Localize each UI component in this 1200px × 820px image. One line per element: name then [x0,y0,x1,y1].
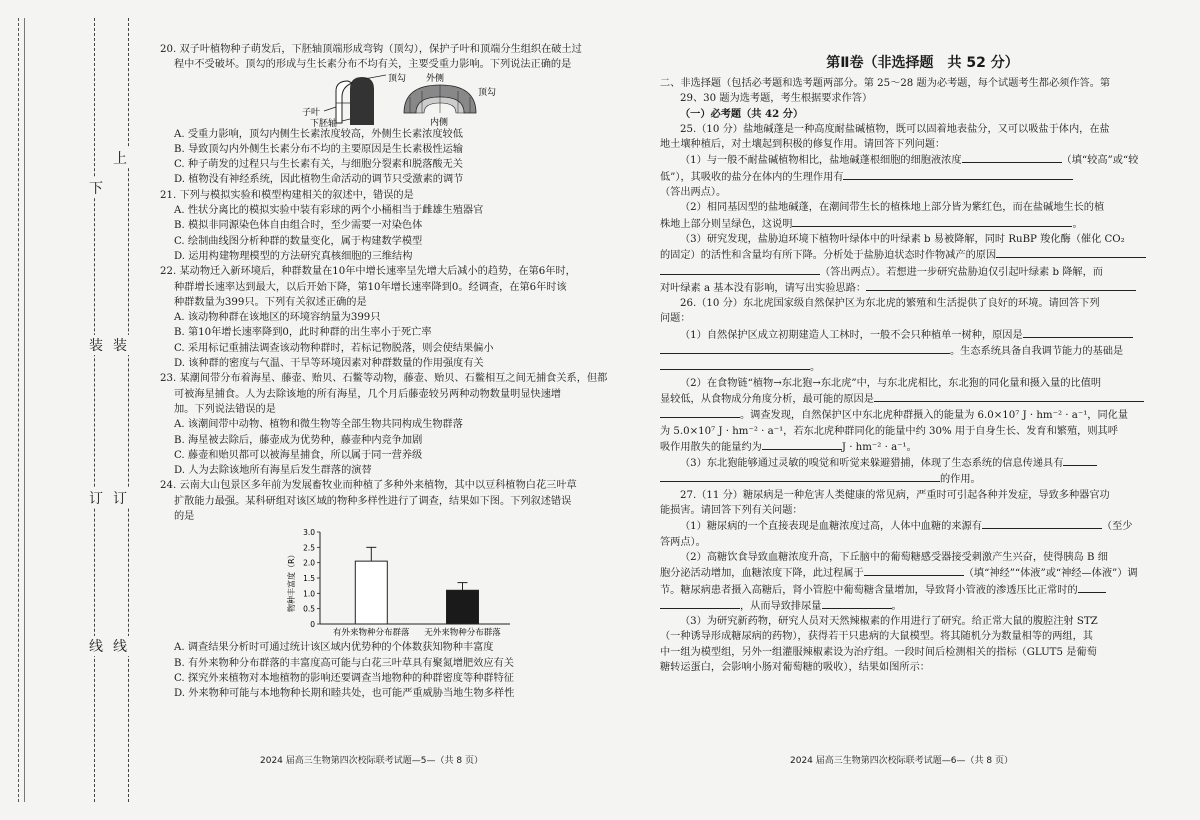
page-footer-left: 2024 届高三生物第四次校际联考试题—5—（共 8 页） [260,756,483,766]
binding-rule [24,18,25,802]
answer-blank[interactable] [864,565,964,576]
bars-group [355,548,478,625]
question-20 [160,42,630,188]
q20-stem: 程中不受破坏。顶勾的形成与生长素分布不均有关，主要受重力影响。下列说法正确的是 [174,59,572,71]
question-26 [660,296,1185,488]
bar [355,561,387,624]
richness-bar-chart [160,524,630,640]
right-page [660,52,1185,675]
q25-part3: 对叶绿素 a 基本没有影响，请写出实验思路： [660,280,1185,296]
answer-blank[interactable] [843,169,1073,180]
q26-stem: 问题： [660,313,691,325]
q20-option: A. 受重力影响，顶勾内侧生长素浓度较高，外侧生长素浓度较低 [174,128,463,140]
q24-stem: 扩散能力最强。某科研组对该区域的物种多样性进行了调查，结果如下图。下列叙述错误 [174,495,572,507]
y-tick-label: 1.5 [303,574,315,584]
q24-option: C. 探究外来植物对本地植物的影响还要调查当地物种的种群密度等种群特征 [174,672,514,684]
label-hook2: 顶勾 [478,87,497,98]
q20-option: D. 植物没有神经系统，因此植物生命活动的调节只受激素的调节 [174,174,464,186]
y-tick-label: 2.0 [303,558,315,568]
x-category-label: 无外来物种分布群落 [424,628,501,639]
q22-option: C. 采用标记重捕法调查该动物种群时，若标记物脱落，则会使结果偏小 [174,342,494,354]
q27-part2: 胞分泌活动增加，血糖浓度下降，此过程属于 （填“神经”“体液”或“神经—体液”）调 [660,565,1185,581]
q25-stem: 25.（10 分）盐地碱蓬是一种高度耐盐碱植物，既可以固着地表盐分，又可以吸盐于体内，在盐 [680,123,1110,135]
seedling-hook-drawing [336,77,374,125]
q26-part2: （2）在食物链“植物→东北狍→东北虎”中，与东北虎相比，东北狍的同化量和摄入量的比值明 [680,377,1102,389]
q25-part3: （3）研究发现，盐胁迫环境下植物叶绿体中的叶绿素 b 易被降解，同时 RuBP 羧化酶（催化 CO₂ [680,233,1125,245]
answer-blank[interactable] [866,280,1136,291]
answer-blank[interactable] [874,391,1144,402]
binding-rule [94,18,95,802]
q22-option: B. 第10年增长速率降到0，此时种群的出生率小于死亡率 [174,327,432,339]
part-title: 第Ⅱ卷（非选择题 共 52 分） [826,55,1019,71]
q20-stem: 20. 双子叶植物种子萌发后，下胚轴顶端形成弯钩（顶勾），保护子叶和顶端分生组织在破土过 [160,44,582,55]
q25-stem: 地土壤种植后，对土壤起到积极的修复作用。请回答下列问题： [660,139,946,151]
q22-option: D. 该种群的密度与气温、干旱等环境因素对种群数量的作用强度有关 [174,358,484,370]
q22-stem: 22. 某动物迁入新环境后，种群数量在10年中增长速率呈先增大后减小的趋势，在第6年时， [160,266,576,278]
q24-stem: 的是 [174,511,195,523]
binding-char: 线 [86,636,106,656]
q27-part2: （2）高糖饮食导致血糖浓度升高，下丘脑中的葡萄糖感受器接受刺激产生兴奋，使得胰岛 B 细 [680,551,1108,563]
q20-option: C. 种子萌发的过程只与生长素有关，与细胞分裂素和脱落酸无关 [174,159,463,171]
q27-part3: 糖转运蛋白，会影响小肠对葡萄糖的吸收），结果如图所示： [660,661,930,673]
q23-stem: 可被海星捕食。人为去除该地的所有海星，几个月后藤壶较另两种动物数量明显快速增 [174,388,562,400]
y-axis-label: 物种丰富度（R） [287,550,296,613]
answer-blank[interactable] [1023,327,1133,338]
q26-stem: 26.（10 分）东北虎国家级自然保护区为东北虎的繁殖和生活提供了良好的环境。请回答下列 [680,298,1100,310]
q24-option: B. 有外来物种分布群落的丰富度高可能与白花三叶草具有聚氮增肥效应有关 [174,657,514,669]
q24-option: A. 调查结果分析时可通过统计该区域内优势种的个体数获知物种丰富度 [174,642,494,654]
left-page [160,42,630,702]
y-tick-label: 3.0 [303,528,315,538]
q20-figure [160,73,630,127]
q25-part1: 低”），其吸收的盐分在体内的生理作用有 [660,169,1185,185]
question-25 [660,122,1185,296]
q24-figure [160,524,630,640]
binding-char: 装 [86,335,106,355]
bar [447,591,479,625]
q26-part1: 。生态系统具备自我调节能力的基础是 [660,343,1185,359]
section-heading: 二、非选择题（包括必考题和选考题两部分。第 25～28 题为必考题，每个试题考生都必须作答。第 [660,78,1111,89]
question-21 [160,188,630,264]
q25-part1: （1）与一般不耐盐碱植物相比，盐地碱蓬根细胞的细胞液浓度 （填“较高”或“较 [660,152,1185,168]
q22-stem: 种群增长速率达到最大，以后开始下降，第10年增长速率降到0。经调查，在第6年时该 [174,281,567,293]
answer-blank[interactable] [660,598,740,609]
q21-option: D. 运用构建物理模型的方法研究真核细胞的三维结构 [174,250,413,262]
answer-blank[interactable] [822,598,892,609]
q27-part2: ，从而导致排尿量 。 [660,598,1185,614]
q27-stem: 能损害。请回答下列有关问题： [660,505,803,517]
answer-blank[interactable] [1078,582,1106,593]
q25-part2: （2）相同基因型的盐地碱蓬，在潮间带生长的植株地上部分皆为紫红色，而在盐碱地生长的植 [680,202,1105,214]
question-23 [160,371,630,478]
label-cotyledon: 子叶 [302,107,321,118]
q27-stem: 27.（11 分）糖尿病是一种危害人类健康的常见病，严重时可引起各种并发症，导致多种器官功 [680,489,1110,501]
y-tick-label: 0 [310,620,315,630]
question-27 [660,488,1185,676]
q26-part2: 为 5.0×10⁷ J · hm⁻² · a⁻¹，若东北虎种群同化的能量中约 30% 用于自身生长、发育和繁殖，则其呼 [660,425,1118,437]
label-inner: 内侧 [430,117,449,127]
answer-blank[interactable] [1063,455,1097,466]
q21-option: C. 绘制曲线图分析种群的数量变化，属于构建数学模型 [174,235,423,247]
y-tick-label: 0.5 [303,604,315,614]
q23-stem: 加。下列说法错误的是 [174,403,276,415]
answer-blank[interactable] [762,439,842,450]
binding-char: 订 [110,488,130,508]
q26-part2: 吸作用散失的能量约为 J · hm⁻² · a⁻¹。 [660,439,1185,455]
required-heading: （一）必考题（共 42 分） [680,107,804,120]
section-heading: 29、30 题为选考题，考生根据要求作答） [680,93,873,105]
q23-stem: 23. 某潮间带分布着海星、藤壶、贻贝、石鳖等动物，藤壶、贻贝、石鳖相互之间无捕食关系，但都 [160,373,608,385]
q24-stem: 24. 云南大山包景区多年前为发展畜牧业而种植了多种外来植物，其中以豆科植物白花三叶草 [160,480,577,492]
seedling-diagram [160,73,630,127]
answer-blank[interactable] [660,407,740,418]
binding-char: 上 [110,148,130,168]
answer-blank[interactable] [996,247,1146,258]
q26-part3: 的作用。 [660,471,1185,487]
q20-option: B. 导致顶勾内外侧生长素分布不均的主要原因是生长素极性运输 [174,143,464,155]
q24-option: D. 外来物种可能与本地物种长期和睦共处，也可能严重威胁当地生物多样性 [174,688,515,700]
q21-option: B. 模拟非同源染色体自由组合时，至少需要一对染色体 [174,220,423,232]
page-footer-right: 2024 届高三生物第四次校际联考试题—6—（共 8 页） [790,756,1013,766]
q27-part2: 节。糖尿病患者摄入高糖后，肾小管腔中葡萄糖含量增加，导致肾小管液的渗透压比正常时的 [660,582,1185,598]
q23-option: C. 藤壶和贻贝都可以被海星捕食，所以属于同一营养级 [174,449,423,461]
q22-stem: 种群数量为399只。下列有关叙述正确的是 [174,296,367,308]
q25-part2: 株地上部分则呈绿色，这说明 。 [660,216,1185,232]
q22-option: A. 该动物种群在该地区的环境容纳量为399只 [174,312,381,324]
answer-blank[interactable] [660,343,950,354]
q23-option: B. 海星被去除后，藤壶成为优势种，藤壶种内竞争加剧 [174,434,423,446]
q27-part3: 中一组为模型组，另外一组灌服辣椒素设为治疗组。一段时间后检测相关的指标（GLUT5 是葡萄 [660,646,1097,658]
answer-blank[interactable] [660,264,820,275]
q25-part3: 的固定）的活性和含量均有所下降。分析处于盐胁迫状态时作物减产的原因 [660,247,1185,263]
question-24 [160,478,630,701]
q26-part2: 显较低，从食物成分角度分析，最可能的原因是 [660,391,1185,407]
y-axis-ticks [303,528,320,629]
q27-part1: （1）糖尿病的一个直接表现是血糖浓度过高，人体中血糖的来源有 （至少 [660,518,1185,534]
q26-part2: 。调查发现，自然保护区中东北虎种群摄入的能量为 6.0×10⁷ J · hm⁻² · a⁻¹，同化量 [660,407,1185,423]
y-tick-label: 2.5 [303,543,315,553]
q26-part1: 。 [660,359,1185,375]
answer-blank[interactable] [982,518,1102,529]
q27-part3: （一种诱导形成糖尿病的药物），获得若干只患病的大鼠模型。将其随机分为数量相等的两组，其 [660,631,1093,643]
binding-char: 线 [110,636,130,656]
answer-blank[interactable] [660,471,940,482]
q21-stem: 21. 下列与模拟实验和模型构建相关的叙述中，错误的是 [160,189,414,201]
x-category-label: 有外来物种分布群落 [333,628,410,639]
q27-part1: 答两点）。 [660,536,706,548]
q26-part3: （3）东北狍能够通过灵敏的嗅觉和听觉来躲避猎捕，体现了生态系统的信息传递具有 [660,455,1185,471]
binding-char: 订 [86,488,106,508]
q27-part3: （3）为研究新药物，研究人员对天然辣椒素的作用进行了研究。给正常大鼠的腹腔注射 STZ [680,616,1098,628]
answer-blank[interactable] [792,216,1072,227]
question-22 [160,264,630,371]
y-tick-label: 1.0 [303,589,315,599]
answer-blank[interactable] [660,359,810,370]
binding-rule [18,18,19,802]
answer-blank[interactable] [962,152,1062,163]
binding-rule [128,18,129,802]
label-hypocotyl: 下胚轴 [310,118,338,127]
label-outer: 外侧 [426,73,445,84]
q25-part3: （答出两点）。若想进一步研究盐胁迫仅引起叶绿素 b 降解，而 [660,264,1185,280]
q23-option: D. 人为去除该地所有海星后发生群落的演替 [174,465,372,477]
x-axis-labels [333,627,501,638]
q26-part1: （1）自然保护区成立初期建造人工林时，一般不会只种植单一树种，原因是 [660,327,1185,343]
binding-char: 下 [86,178,106,198]
binding-char: 装 [110,335,130,355]
q23-option: A. 该潮间带中动物、植物和微生物等全部生物共同构成生物群落 [174,419,463,431]
q25-part1: （答出两点）。 [660,187,727,199]
q21-option: A. 性状分离比的模拟实验中装有彩球的两个小桶相当于雌雄生殖器官 [174,205,484,217]
binding-margin [0,0,125,820]
hook-cross-section [404,85,476,113]
label-hook: 顶勾 [388,73,407,84]
